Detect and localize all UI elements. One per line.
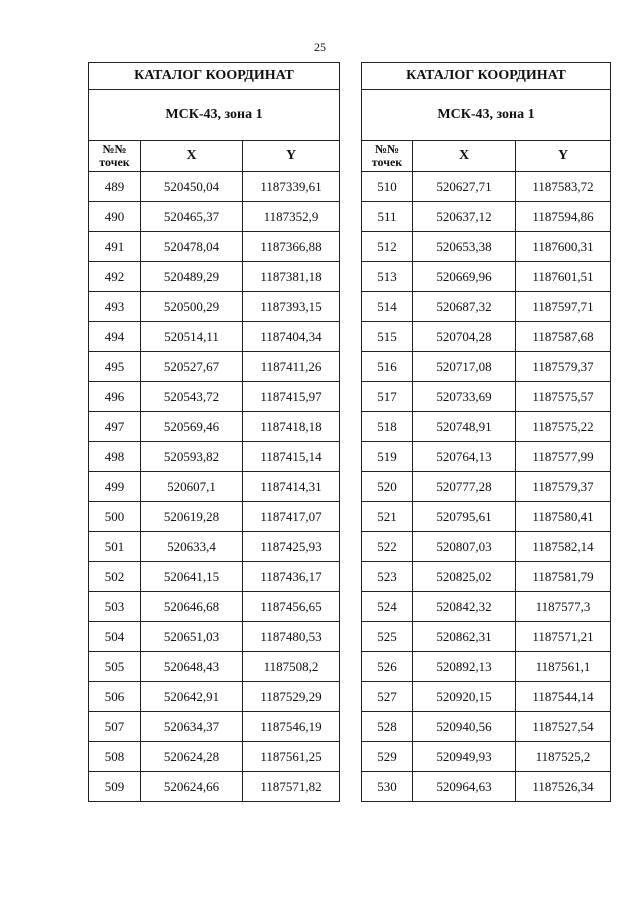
x-coordinate-cell: 520669,96 xyxy=(413,262,516,292)
x-coordinate-cell: 520825,02 xyxy=(413,562,516,592)
y-coordinate-cell: 1187546,19 xyxy=(243,712,340,742)
y-coordinate-cell: 1187525,2 xyxy=(516,742,611,772)
table-row xyxy=(89,322,340,352)
point-number-cell: 514 xyxy=(362,292,413,322)
x-coordinate-cell: 520543,72 xyxy=(141,382,243,412)
point-number-cell: 512 xyxy=(362,232,413,262)
point-number-cell: 510 xyxy=(362,172,413,202)
table-row xyxy=(362,472,611,502)
point-number-cell: 494 xyxy=(89,322,141,352)
y-coordinate-cell: 1187352,9 xyxy=(243,202,340,232)
x-coordinate-cell: 520704,28 xyxy=(413,322,516,352)
point-number-cell: 498 xyxy=(89,442,141,472)
point-number-cell: 492 xyxy=(89,262,141,292)
column-header-x: X xyxy=(141,141,243,172)
y-coordinate-cell: 1187436,17 xyxy=(243,562,340,592)
x-coordinate-cell: 520627,71 xyxy=(413,172,516,202)
table-row xyxy=(362,232,611,262)
point-number-cell: 526 xyxy=(362,652,413,682)
table-row xyxy=(362,562,611,592)
x-coordinate-cell: 520465,37 xyxy=(141,202,243,232)
point-number-cell: 521 xyxy=(362,502,413,532)
point-number-cell: 523 xyxy=(362,562,413,592)
y-coordinate-cell: 1187393,15 xyxy=(243,292,340,322)
point-number-cell: 516 xyxy=(362,352,413,382)
y-coordinate-cell: 1187529,29 xyxy=(243,682,340,712)
y-coordinate-cell: 1187600,31 xyxy=(516,232,611,262)
table-row xyxy=(89,352,340,382)
y-coordinate-cell: 1187418,18 xyxy=(243,412,340,442)
y-coordinate-cell: 1187579,37 xyxy=(516,352,611,382)
y-coordinate-cell: 1187583,72 xyxy=(516,172,611,202)
table-row xyxy=(362,322,611,352)
y-coordinate-cell: 1187581,79 xyxy=(516,562,611,592)
point-number-cell: 527 xyxy=(362,682,413,712)
table-row xyxy=(362,172,611,202)
x-coordinate-cell: 520637,12 xyxy=(413,202,516,232)
x-coordinate-cell: 520807,03 xyxy=(413,532,516,562)
x-coordinate-cell: 520777,28 xyxy=(413,472,516,502)
coordinate-catalog-left xyxy=(88,62,340,802)
point-number-cell: 506 xyxy=(89,682,141,712)
catalog-zone: МСК-43, зона 1 xyxy=(89,90,340,141)
y-coordinate-cell: 1187571,82 xyxy=(243,772,340,802)
page-number: 25 xyxy=(314,40,326,54)
x-coordinate-cell: 520795,61 xyxy=(413,502,516,532)
x-coordinate-cell: 520641,15 xyxy=(141,562,243,592)
point-number-cell: 528 xyxy=(362,712,413,742)
x-coordinate-cell: 520624,28 xyxy=(141,742,243,772)
point-number-cell: 511 xyxy=(362,202,413,232)
y-coordinate-cell: 1187526,34 xyxy=(516,772,611,802)
x-coordinate-cell: 520514,11 xyxy=(141,322,243,352)
table-row xyxy=(89,292,340,322)
table-row xyxy=(89,562,340,592)
table-row xyxy=(362,592,611,622)
point-number-cell: 505 xyxy=(89,652,141,682)
point-number-cell: 489 xyxy=(89,172,141,202)
point-number-cell: 502 xyxy=(89,562,141,592)
column-header-y: Y xyxy=(516,141,611,172)
x-coordinate-cell: 520619,28 xyxy=(141,502,243,532)
x-coordinate-cell: 520651,03 xyxy=(141,622,243,652)
y-coordinate-cell: 1187561,1 xyxy=(516,652,611,682)
x-coordinate-cell: 520642,91 xyxy=(141,682,243,712)
table-row xyxy=(89,202,340,232)
x-coordinate-cell: 520569,46 xyxy=(141,412,243,442)
point-number-cell: 513 xyxy=(362,262,413,292)
column-header-x: X xyxy=(413,141,516,172)
table-row xyxy=(89,442,340,472)
column-header-y: Y xyxy=(243,141,340,172)
x-coordinate-cell: 520862,31 xyxy=(413,622,516,652)
table-row xyxy=(89,532,340,562)
catalog-zone: МСК-43, зона 1 xyxy=(362,90,611,141)
y-coordinate-cell: 1187404,34 xyxy=(243,322,340,352)
point-number-cell: 507 xyxy=(89,712,141,742)
x-coordinate-cell: 520478,04 xyxy=(141,232,243,262)
x-coordinate-cell: 520489,29 xyxy=(141,262,243,292)
x-coordinate-cell: 520748,91 xyxy=(413,412,516,442)
y-coordinate-cell: 1187411,26 xyxy=(243,352,340,382)
y-coordinate-cell: 1187415,14 xyxy=(243,442,340,472)
y-coordinate-cell: 1187456,65 xyxy=(243,592,340,622)
table-row xyxy=(362,352,611,382)
table-row xyxy=(362,532,611,562)
table-row xyxy=(89,232,340,262)
table-row xyxy=(89,412,340,442)
y-coordinate-cell: 1187381,18 xyxy=(243,262,340,292)
column-header-point-number: №№ точек xyxy=(362,141,413,172)
catalog-title: КАТАЛОГ КООРДИНАТ xyxy=(89,63,340,90)
point-number-cell: 490 xyxy=(89,202,141,232)
table-row xyxy=(362,412,611,442)
point-number-cell: 491 xyxy=(89,232,141,262)
table-row xyxy=(362,682,611,712)
point-number-cell: 518 xyxy=(362,412,413,442)
point-number-cell: 500 xyxy=(89,502,141,532)
y-coordinate-cell: 1187575,57 xyxy=(516,382,611,412)
point-number-cell: 503 xyxy=(89,592,141,622)
point-number-cell: 504 xyxy=(89,622,141,652)
y-coordinate-cell: 1187577,99 xyxy=(516,442,611,472)
y-coordinate-cell: 1187582,14 xyxy=(516,532,611,562)
y-coordinate-cell: 1187339,61 xyxy=(243,172,340,202)
x-coordinate-cell: 520717,08 xyxy=(413,352,516,382)
x-coordinate-cell: 520842,32 xyxy=(413,592,516,622)
point-number-cell: 517 xyxy=(362,382,413,412)
y-coordinate-cell: 1187571,21 xyxy=(516,622,611,652)
x-coordinate-cell: 520633,4 xyxy=(141,532,243,562)
table-row xyxy=(362,652,611,682)
point-number-cell: 497 xyxy=(89,412,141,442)
x-coordinate-cell: 520920,15 xyxy=(413,682,516,712)
x-coordinate-cell: 520648,43 xyxy=(141,652,243,682)
table-row xyxy=(362,772,611,802)
y-coordinate-cell: 1187575,22 xyxy=(516,412,611,442)
table-row xyxy=(89,712,340,742)
table-row xyxy=(89,682,340,712)
y-coordinate-cell: 1187366,88 xyxy=(243,232,340,262)
x-coordinate-cell: 520624,66 xyxy=(141,772,243,802)
point-number-cell: 525 xyxy=(362,622,413,652)
x-coordinate-cell: 520687,32 xyxy=(413,292,516,322)
point-number-cell: 493 xyxy=(89,292,141,322)
point-number-cell: 529 xyxy=(362,742,413,772)
table-row xyxy=(89,592,340,622)
point-number-cell: 522 xyxy=(362,532,413,562)
table-row xyxy=(89,652,340,682)
y-coordinate-cell: 1187415,97 xyxy=(243,382,340,412)
y-coordinate-cell: 1187480,53 xyxy=(243,622,340,652)
coordinate-catalog-right xyxy=(361,62,611,802)
table-row xyxy=(89,772,340,802)
point-number-cell: 524 xyxy=(362,592,413,622)
x-coordinate-cell: 520527,67 xyxy=(141,352,243,382)
x-coordinate-cell: 520646,68 xyxy=(141,592,243,622)
table-row xyxy=(362,442,611,472)
table-row xyxy=(362,712,611,742)
catalog-title: КАТАЛОГ КООРДИНАТ xyxy=(362,63,611,90)
table-row xyxy=(89,472,340,502)
point-number-cell: 515 xyxy=(362,322,413,352)
y-coordinate-cell: 1187580,41 xyxy=(516,502,611,532)
y-coordinate-cell: 1187601,51 xyxy=(516,262,611,292)
y-coordinate-cell: 1187508,2 xyxy=(243,652,340,682)
point-number-cell: 520 xyxy=(362,472,413,502)
x-coordinate-cell: 520634,37 xyxy=(141,712,243,742)
y-coordinate-cell: 1187579,37 xyxy=(516,472,611,502)
y-coordinate-cell: 1187417,07 xyxy=(243,502,340,532)
x-coordinate-cell: 520500,29 xyxy=(141,292,243,322)
x-coordinate-cell: 520764,13 xyxy=(413,442,516,472)
column-header-point-number: №№ точек xyxy=(89,141,141,172)
table-row xyxy=(362,292,611,322)
table-row xyxy=(362,742,611,772)
table-row xyxy=(362,382,611,412)
point-number-cell: 519 xyxy=(362,442,413,472)
table-row xyxy=(89,382,340,412)
point-number-cell: 508 xyxy=(89,742,141,772)
y-coordinate-cell: 1187527,54 xyxy=(516,712,611,742)
x-coordinate-cell: 520607,1 xyxy=(141,472,243,502)
table-row xyxy=(89,742,340,772)
y-coordinate-cell: 1187594,86 xyxy=(516,202,611,232)
table-row xyxy=(89,262,340,292)
point-number-cell: 495 xyxy=(89,352,141,382)
x-coordinate-cell: 520653,38 xyxy=(413,232,516,262)
table-row xyxy=(362,202,611,232)
x-coordinate-cell: 520892,13 xyxy=(413,652,516,682)
y-coordinate-cell: 1187597,71 xyxy=(516,292,611,322)
y-coordinate-cell: 1187425,93 xyxy=(243,532,340,562)
table-row xyxy=(362,622,611,652)
table-row xyxy=(362,502,611,532)
y-coordinate-cell: 1187544,14 xyxy=(516,682,611,712)
table-row xyxy=(89,172,340,202)
table-row xyxy=(362,262,611,292)
x-coordinate-cell: 520964,63 xyxy=(413,772,516,802)
y-coordinate-cell: 1187587,68 xyxy=(516,322,611,352)
point-number-cell: 509 xyxy=(89,772,141,802)
point-number-cell: 501 xyxy=(89,532,141,562)
x-coordinate-cell: 520733,69 xyxy=(413,382,516,412)
point-number-cell: 530 xyxy=(362,772,413,802)
x-coordinate-cell: 520450,04 xyxy=(141,172,243,202)
table-row xyxy=(89,502,340,532)
y-coordinate-cell: 1187561,25 xyxy=(243,742,340,772)
point-number-cell: 499 xyxy=(89,472,141,502)
x-coordinate-cell: 520940,56 xyxy=(413,712,516,742)
table-row xyxy=(89,622,340,652)
y-coordinate-cell: 1187577,3 xyxy=(516,592,611,622)
y-coordinate-cell: 1187414,31 xyxy=(243,472,340,502)
point-number-cell: 496 xyxy=(89,382,141,412)
x-coordinate-cell: 520593,82 xyxy=(141,442,243,472)
x-coordinate-cell: 520949,93 xyxy=(413,742,516,772)
